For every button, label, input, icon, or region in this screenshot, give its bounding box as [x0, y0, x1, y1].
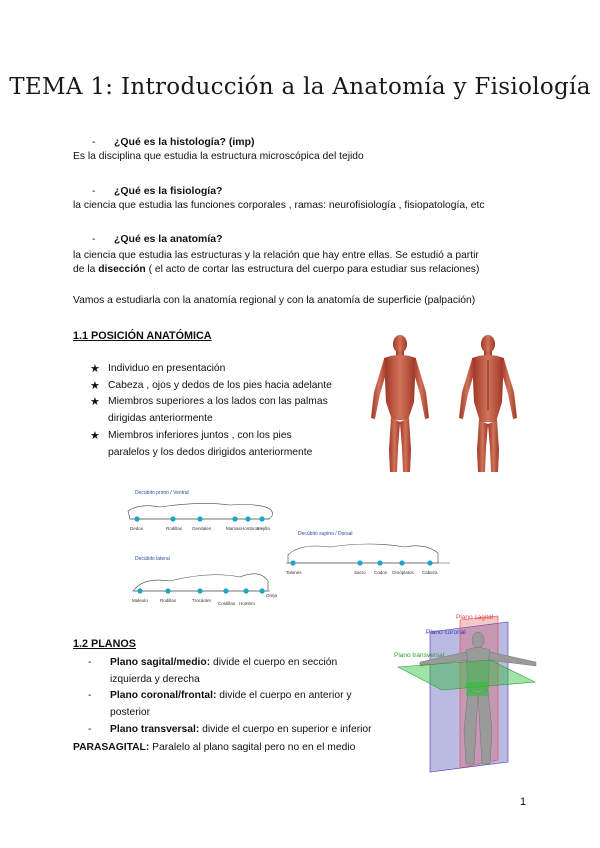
contact-dot: [223, 588, 228, 593]
label-plano-coronal: Plano coronal: [426, 629, 466, 636]
answer-fisiologia: la ciencia que estudia las funciones corporales , ramas: neurofisiología , fisiopatología, etc: [73, 200, 485, 211]
answer-text: de la: [73, 264, 99, 275]
page-number: 1: [520, 796, 527, 808]
point-label: Rodillas: [166, 526, 183, 531]
contact-dot: [137, 588, 142, 593]
contact-dot: [399, 560, 404, 565]
point-label: Hombros: [241, 526, 260, 531]
point-label: Hombro: [239, 601, 256, 606]
contact-dot: [170, 516, 175, 521]
definition: izquierda y derecha: [110, 673, 200, 685]
position-title-prono: Decúbito prono / Ventral: [135, 490, 189, 496]
list-item: [90, 378, 380, 395]
decubitus-positions-diagram: [120, 485, 460, 610]
dash: -: [92, 185, 96, 197]
list-item: [88, 672, 398, 689]
list-item: [88, 722, 398, 739]
contact-dot: [232, 516, 237, 521]
answer-bold: disección: [98, 264, 146, 275]
list-item-text: [110, 655, 337, 672]
dash: -: [92, 233, 96, 245]
list-item: [90, 445, 380, 462]
star-icon: ★: [90, 429, 100, 442]
point-label: Sacro: [354, 570, 366, 575]
question-text: ¿Qué es la fisiología?: [113, 185, 223, 197]
list-item-text: [110, 705, 150, 722]
position-title-lateral: Decúbito lateral: [135, 556, 170, 562]
question-histologia: [92, 132, 255, 150]
answer-line: la ciencia que estudia las estructuras y la relación que hay entre ellas. Se estudió a partir: [73, 250, 479, 261]
definition: posterior: [110, 707, 151, 719]
lateral-body-outline: [134, 574, 268, 591]
contact-dot: [259, 516, 264, 521]
term: Plano coronal/frontal:: [110, 690, 217, 702]
question-text: ¿Qué es la histología? (imp): [113, 136, 255, 148]
point-label: Mejilla: [257, 526, 270, 531]
list-item-text: dirigidas anteriormente: [108, 413, 213, 425]
definition: divide el cuerpo en superior e inferior: [199, 723, 372, 735]
bullet-spacer: [90, 445, 108, 462]
list-item-text: [110, 722, 372, 739]
definition: Paralelo al plano sagital pero no en el medio: [149, 742, 356, 753]
contact-dot: [427, 560, 432, 565]
contact-dot: [357, 560, 362, 565]
list-item: [90, 428, 380, 445]
list-item-text: [110, 688, 352, 705]
contact-dot: [243, 588, 248, 593]
point-label: Codos: [374, 570, 388, 575]
anatomical-planes-figure: [390, 612, 540, 777]
point-label: Talones: [286, 570, 302, 575]
term: Plano transversal:: [110, 723, 200, 735]
point-label: Dedos: [130, 526, 144, 531]
term: Plano sagital/medio:: [110, 657, 211, 668]
contact-dot: [259, 588, 264, 593]
answer-histologia: Es la disciplina que estudia la estructura microscópica del tejido: [73, 151, 364, 162]
list-item-text: Cabeza , ojos y dedos de los pies hacia adelante: [108, 379, 332, 391]
bullet-list: [90, 361, 380, 461]
contact-dot: [197, 588, 202, 593]
back-body-figure: [459, 335, 517, 472]
dash: -: [88, 723, 92, 735]
list-item-text: paralelos y los dedos dirigidos anteriormente: [108, 446, 313, 458]
list-item: [88, 688, 398, 705]
definition: divide el cuerpo en anterior y: [216, 690, 352, 702]
point-label: Cabeza: [422, 570, 438, 575]
point-label: Mamas: [226, 526, 241, 531]
contact-dot: [197, 516, 202, 521]
parasagital-definition: [73, 741, 355, 755]
answer-anatomia: [73, 249, 533, 277]
contact-dot: [165, 588, 170, 593]
dash: [88, 672, 110, 689]
list-item: [88, 655, 398, 672]
point-label: Costillas: [218, 601, 236, 606]
star-icon: ★: [90, 379, 100, 392]
definition: divide el cuerpo en sección: [210, 657, 338, 668]
supino-body-outline: [288, 544, 438, 563]
star-icon: ★: [90, 363, 100, 375]
dash: [88, 705, 110, 722]
contact-dot: [134, 516, 139, 521]
contact-dot: [290, 560, 295, 565]
answer-line: [73, 263, 533, 277]
section-heading-planos: 1.2 PLANOS: [73, 638, 136, 650]
shorts: [466, 682, 488, 696]
question-anatomia: [92, 229, 223, 247]
point-label: Maleolo: [132, 598, 148, 603]
planes-list: [88, 655, 398, 739]
anatomical-position-figure: [360, 330, 530, 480]
list-item: [90, 394, 380, 411]
question-text: ¿Qué es la anatomía?: [113, 233, 223, 245]
term: PARASAGITAL:: [73, 742, 150, 753]
dash: -: [92, 136, 96, 148]
point-label: Rodillas: [160, 598, 177, 603]
contact-dot: [245, 516, 250, 521]
bullet-spacer: [90, 411, 108, 428]
section-heading-posicion: 1.1 POSICIÓN ANATÓMICA: [73, 330, 212, 342]
point-label: Genitales: [192, 526, 212, 531]
list-item: [88, 705, 398, 722]
dash: -: [88, 657, 92, 668]
list-item-text: Miembros superiores a los lados con las palmas: [108, 396, 328, 408]
front-body-figure: [371, 335, 429, 472]
contact-dot: [377, 560, 382, 565]
list-item-text: [110, 672, 200, 689]
list-item: [90, 361, 380, 378]
answer-text: ( el acto de cortar las estructura del cuerpo para estudiar sus relaciones): [145, 264, 480, 275]
list-item-text: Individuo en presentación: [108, 363, 226, 374]
point-label: Oreja: [266, 593, 278, 598]
dash: -: [88, 690, 92, 702]
star-icon: ★: [90, 396, 100, 409]
intro-text: Vamos a estudiarla con la anatomía regional y con la anatomía de superficie (palpación): [73, 295, 476, 306]
point-label: Omóplatos: [392, 570, 414, 575]
page-title: TEMA 1: Introducción a la Anatomía y Fisiología: [9, 74, 591, 100]
list-item: [90, 411, 380, 428]
question-fisiologia: [92, 181, 222, 199]
label-plano-transversal: Plano transversal: [394, 652, 445, 659]
list-item-text: Miembros inferiores juntos , con los pies: [108, 429, 292, 441]
position-title-supino: Decúbito supino / Dorsal: [298, 531, 353, 537]
label-plano-sagital: Plano sagital: [456, 614, 494, 621]
point-label: Trocánter: [192, 598, 212, 603]
